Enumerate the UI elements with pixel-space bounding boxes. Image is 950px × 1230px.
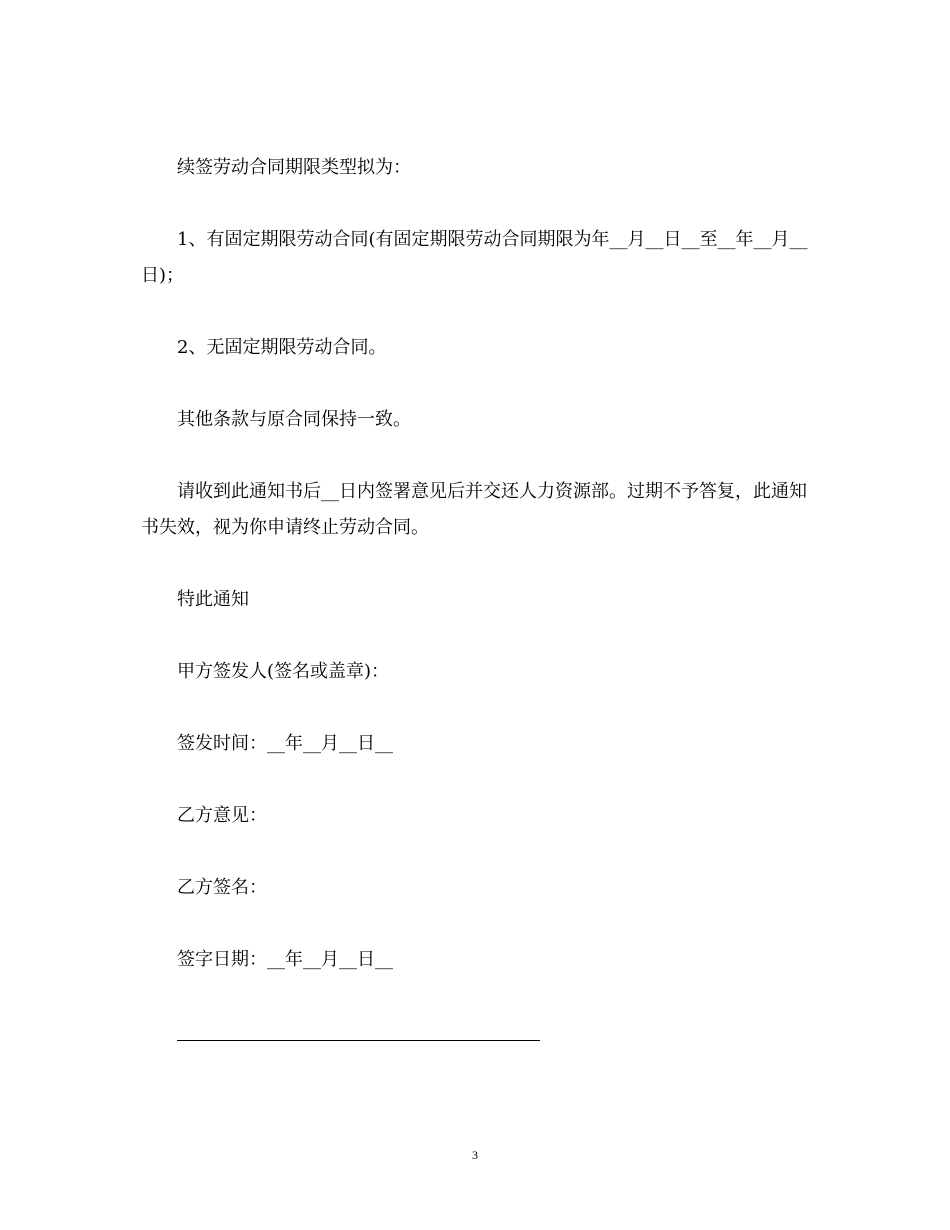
paragraph-open-term-option: 2、无固定期限劳动合同。 (177, 337, 387, 358)
paragraph-fixed-term-option: 1、有固定期限劳动合同(有固定期限劳动合同期限为年__月__日__至__年__月__日)； (141, 229, 808, 286)
paragraph-notice-closing: 特此通知 (177, 589, 249, 610)
page-number: 3 (472, 1148, 478, 1162)
party-b-opinion-line: 乙方意见： (177, 805, 267, 826)
paragraph-reply-instruction: 请收到此通知书后__日内签署意见后并交还人力资源部。过期不予答复，此通知书失效，视为你申请终止劳动合同。 (141, 481, 807, 538)
sign-date-line: 签字日期：__年__月__日__ (177, 949, 393, 970)
issue-date-line: 签发时间：__年__月__日__ (177, 733, 393, 754)
party-b-signature-line: 乙方签名： (177, 877, 267, 898)
footer-divider (177, 1040, 540, 1041)
paragraph-other-terms: 其他条款与原合同保持一致。 (177, 409, 411, 430)
paragraph-contract-term-type: 续签劳动合同期限类型拟为： (177, 157, 411, 178)
party-a-signatory-line: 甲方签发人(签名或盖章)： (177, 661, 390, 682)
